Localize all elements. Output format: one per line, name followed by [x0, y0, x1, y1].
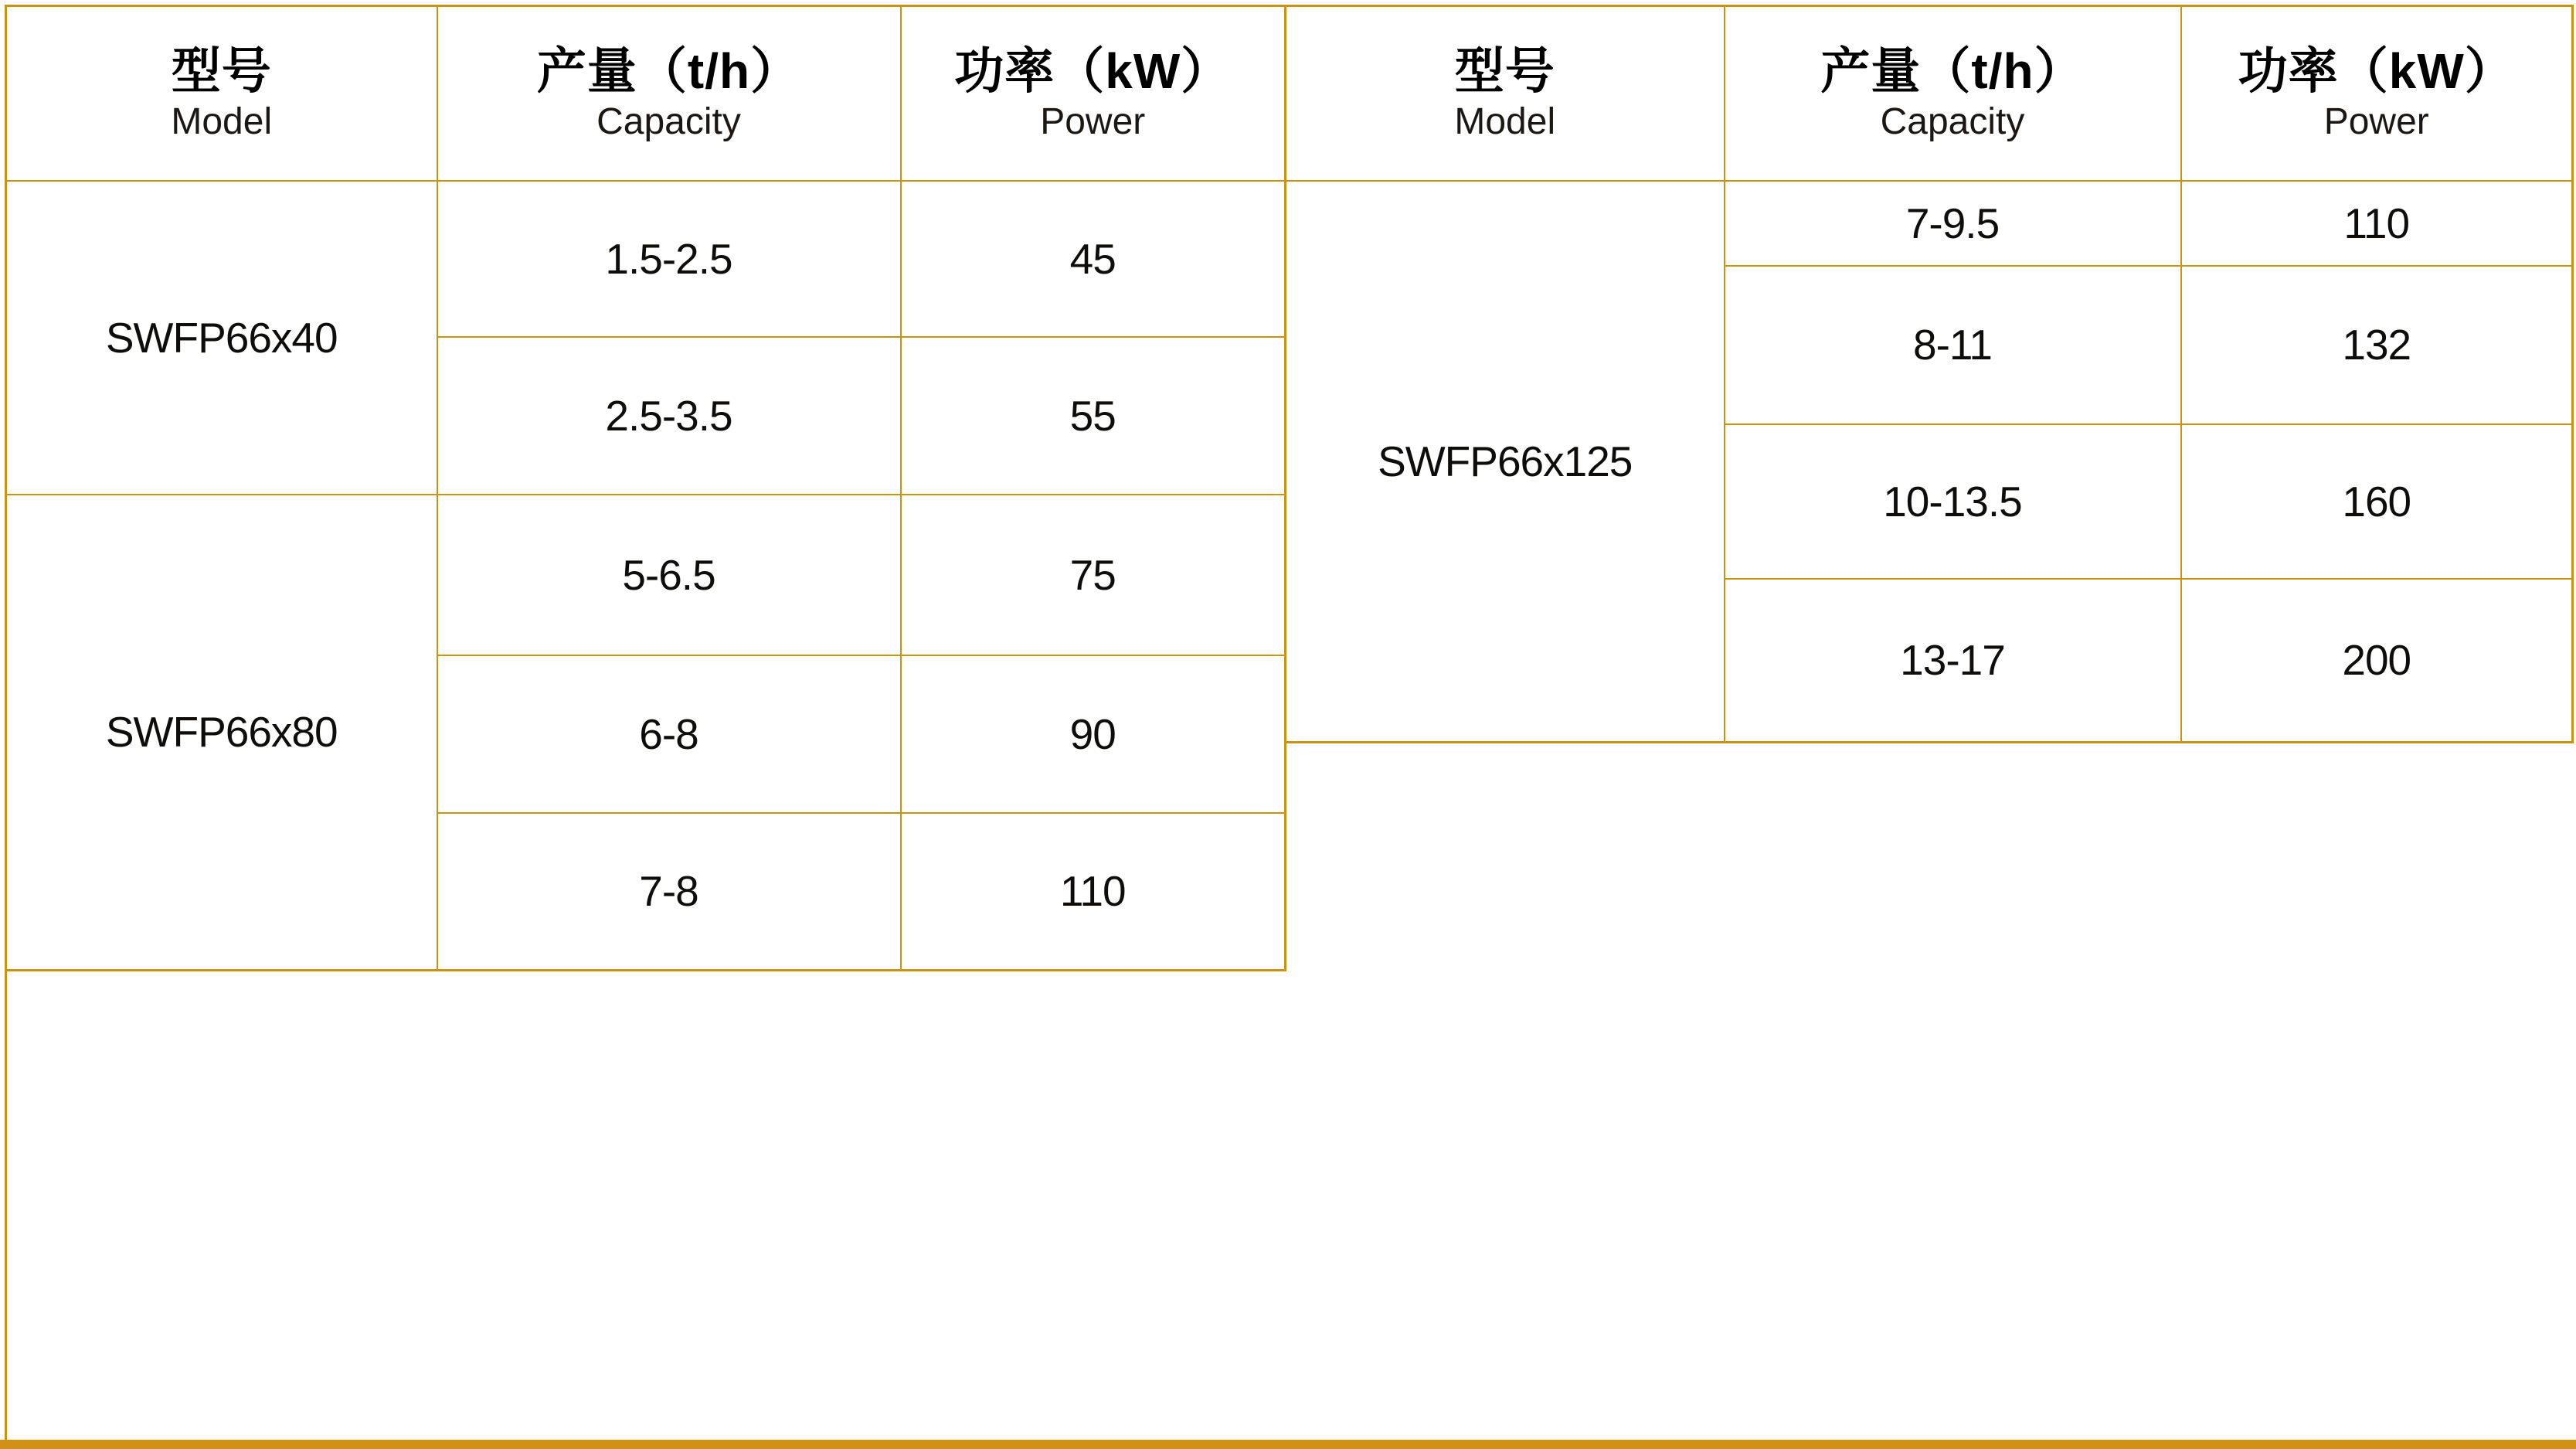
power-value: 110 — [2343, 199, 2410, 247]
table-row — [1286, 181, 2573, 266]
header-capacity — [1725, 6, 2181, 181]
header-capacity — [437, 6, 901, 181]
header-capacity-zh: 产量（t/h） — [1820, 43, 2085, 100]
power-cell — [901, 181, 1286, 337]
spec-table-right — [1284, 5, 2574, 743]
power-value: 45 — [1069, 234, 1116, 283]
model-label: SWFP66x125 — [1378, 437, 1633, 485]
capacity-value: 1.5-2.5 — [605, 234, 732, 283]
header-model — [6, 6, 437, 181]
header-row — [6, 6, 1286, 181]
spec-table-left — [5, 5, 1286, 971]
power-value: 200 — [2342, 636, 2411, 685]
model-label: SWFP66x40 — [105, 313, 338, 362]
table-row — [6, 495, 1286, 655]
power-value: 132 — [2342, 321, 2411, 369]
capacity-cell — [437, 655, 901, 813]
header-power-en: Power — [1040, 100, 1146, 142]
power-cell — [2181, 424, 2573, 579]
header-row — [1286, 6, 2573, 181]
header-model-en: Model — [171, 100, 273, 142]
power-cell — [2181, 579, 2573, 743]
header-model — [1286, 6, 1725, 181]
power-cell — [901, 655, 1286, 813]
power-cell — [901, 337, 1286, 495]
capacity-cell — [1725, 181, 2181, 266]
power-cell — [2181, 181, 2573, 266]
header-model-en: Model — [1454, 100, 1556, 142]
header-power-zh: 功率（kW） — [954, 43, 1232, 100]
power-value: 110 — [1059, 867, 1126, 916]
power-value: 160 — [2342, 477, 2411, 526]
capacity-value: 7-9.5 — [1905, 199, 2000, 247]
capacity-cell — [1725, 424, 2181, 579]
header-capacity-en: Capacity — [1880, 100, 2025, 142]
capacity-cell — [437, 181, 901, 337]
capacity-value: 6-8 — [639, 709, 698, 758]
capacity-value: 2.5-3.5 — [605, 391, 732, 440]
header-power-en: Power — [2323, 100, 2429, 142]
left-border-rail — [5, 5, 7, 1440]
power-cell — [2181, 266, 2573, 424]
header-power — [2181, 6, 2573, 181]
capacity-value: 13-17 — [1900, 636, 2005, 685]
header-capacity-zh: 产量（t/h） — [536, 43, 801, 100]
header-power — [901, 6, 1286, 181]
model-cell — [6, 181, 437, 495]
power-cell — [901, 495, 1286, 655]
header-model-zh: 型号 — [171, 43, 272, 100]
capacity-cell — [437, 495, 901, 655]
power-value: 90 — [1069, 709, 1116, 758]
model-cell — [1286, 181, 1725, 743]
power-value: 75 — [1069, 550, 1116, 599]
power-cell — [901, 813, 1286, 971]
table-row — [6, 181, 1286, 337]
bottom-accent-bar — [0, 1440, 2576, 1449]
capacity-cell — [437, 813, 901, 971]
model-label: SWFP66x80 — [105, 708, 338, 757]
capacity-cell — [1725, 266, 2181, 424]
capacity-cell — [437, 337, 901, 495]
capacity-value: 8-11 — [1913, 321, 1992, 369]
capacity-value: 7-8 — [639, 867, 698, 916]
header-power-zh: 功率（kW） — [2238, 43, 2515, 100]
header-model-zh: 型号 — [1454, 43, 1555, 100]
model-cell — [6, 495, 437, 971]
header-capacity-en: Capacity — [596, 100, 741, 142]
power-value: 55 — [1069, 391, 1116, 440]
capacity-cell — [1725, 579, 2181, 743]
capacity-value: 10-13.5 — [1883, 477, 2022, 526]
capacity-value: 5-6.5 — [622, 550, 715, 599]
